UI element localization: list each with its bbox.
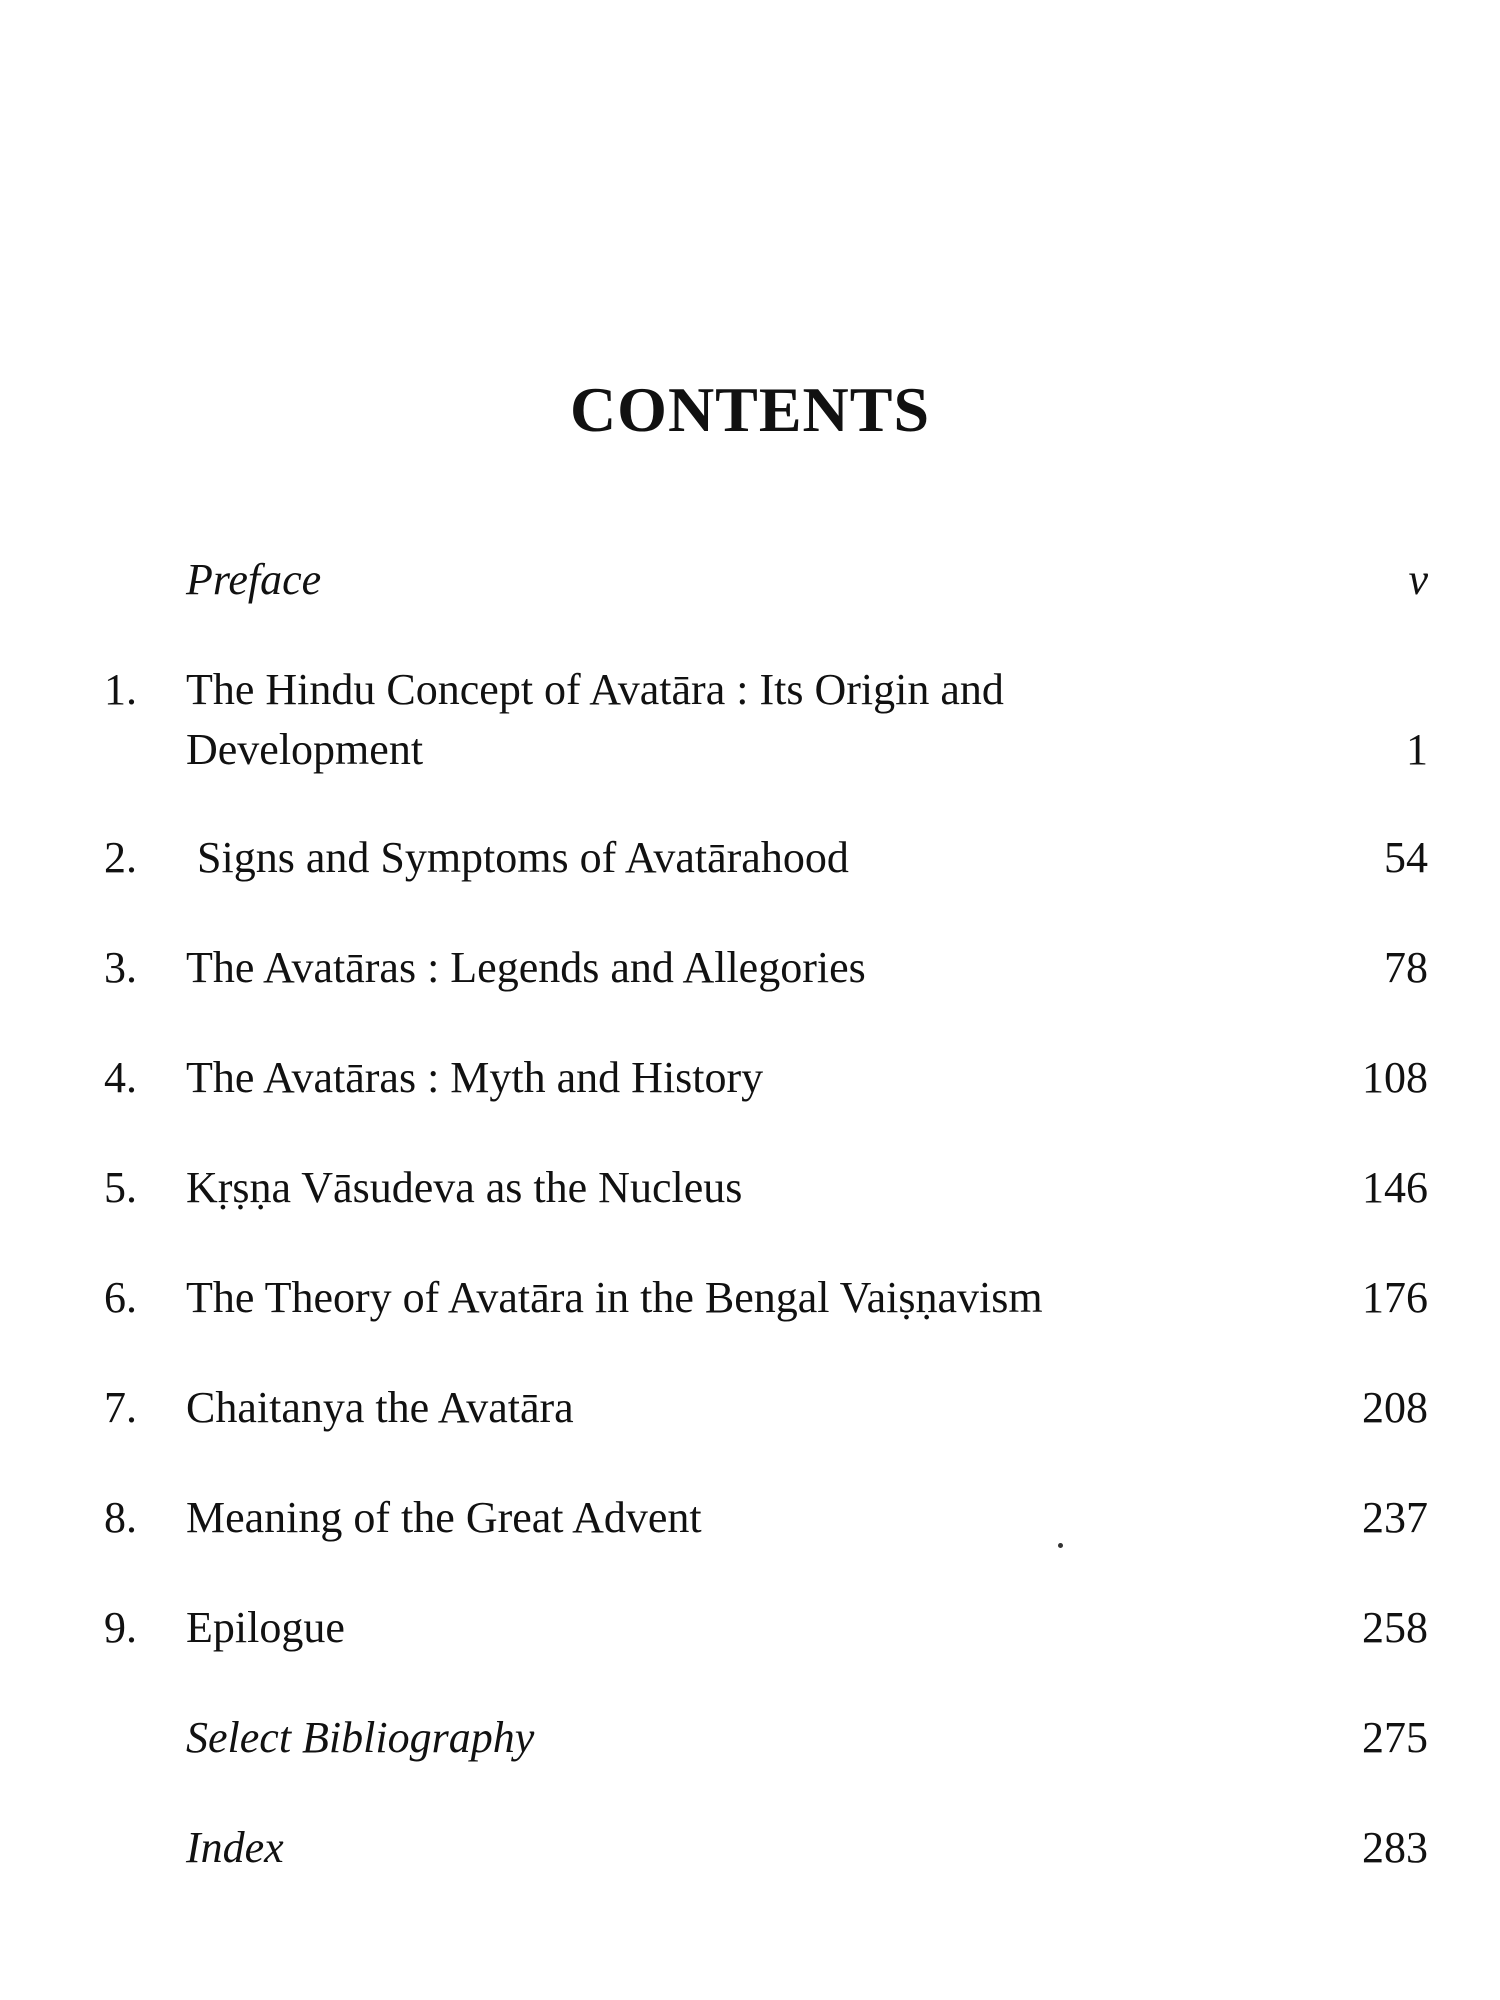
entry-title: Index — [186, 1823, 284, 1872]
entry-page: 258 — [1362, 1603, 1428, 1652]
entry-title: Epilogue — [186, 1603, 345, 1652]
entry-number: 6. — [104, 1273, 137, 1322]
entry-number: 3. — [104, 943, 137, 992]
scan-speck — [1058, 1543, 1063, 1548]
entry-number: 7. — [104, 1383, 137, 1432]
entry-title: Chaitanya the Avatāra — [186, 1383, 574, 1432]
entry-page: 54 — [1384, 833, 1428, 882]
entry-title: Preface — [186, 555, 322, 604]
entry-page: 176 — [1362, 1273, 1428, 1322]
entry-page: 146 — [1362, 1163, 1428, 1212]
entry-title-line-2: Development — [186, 725, 424, 774]
entry-page: 275 — [1362, 1713, 1428, 1762]
entry-page: 78 — [1384, 943, 1428, 992]
entry-title: The Avatāras : Myth and History — [186, 1053, 764, 1102]
entry-title — [186, 660, 1246, 780]
entry-page: 283 — [1362, 1823, 1428, 1872]
entry-page: 208 — [1362, 1383, 1428, 1432]
entry-title: Meaning of the Great Advent — [186, 1493, 702, 1542]
entry-number: 1. — [104, 665, 137, 714]
entry-page: v — [1408, 555, 1428, 604]
page-title: CONTENTS — [569, 374, 931, 445]
entry-page: 237 — [1362, 1493, 1428, 1542]
entry-title-line-1: The Hindu Concept of Avatāra : Its Origin and — [186, 665, 1004, 714]
entry-number: 4. — [104, 1053, 137, 1102]
entry-title: The Theory of Avatāra in the Bengal Vaiṣṇavism — [186, 1273, 1043, 1322]
entry-title: Kṛṣṇa Vāsudeva as the Nucleus — [186, 1163, 743, 1212]
entry-number: 5. — [104, 1163, 137, 1212]
entry-page: 1 — [1406, 725, 1428, 774]
entry-page: 108 — [1362, 1053, 1428, 1102]
entry-number: 2. — [104, 833, 137, 882]
entry-number: 9. — [104, 1603, 137, 1652]
entry-title: Signs and Symptoms of Avatārahood — [186, 833, 849, 882]
entry-title: The Avatāras : Legends and Allegories — [186, 943, 866, 992]
entry-number: 8. — [104, 1493, 137, 1542]
entry-title: Select Bibliography — [186, 1713, 535, 1762]
